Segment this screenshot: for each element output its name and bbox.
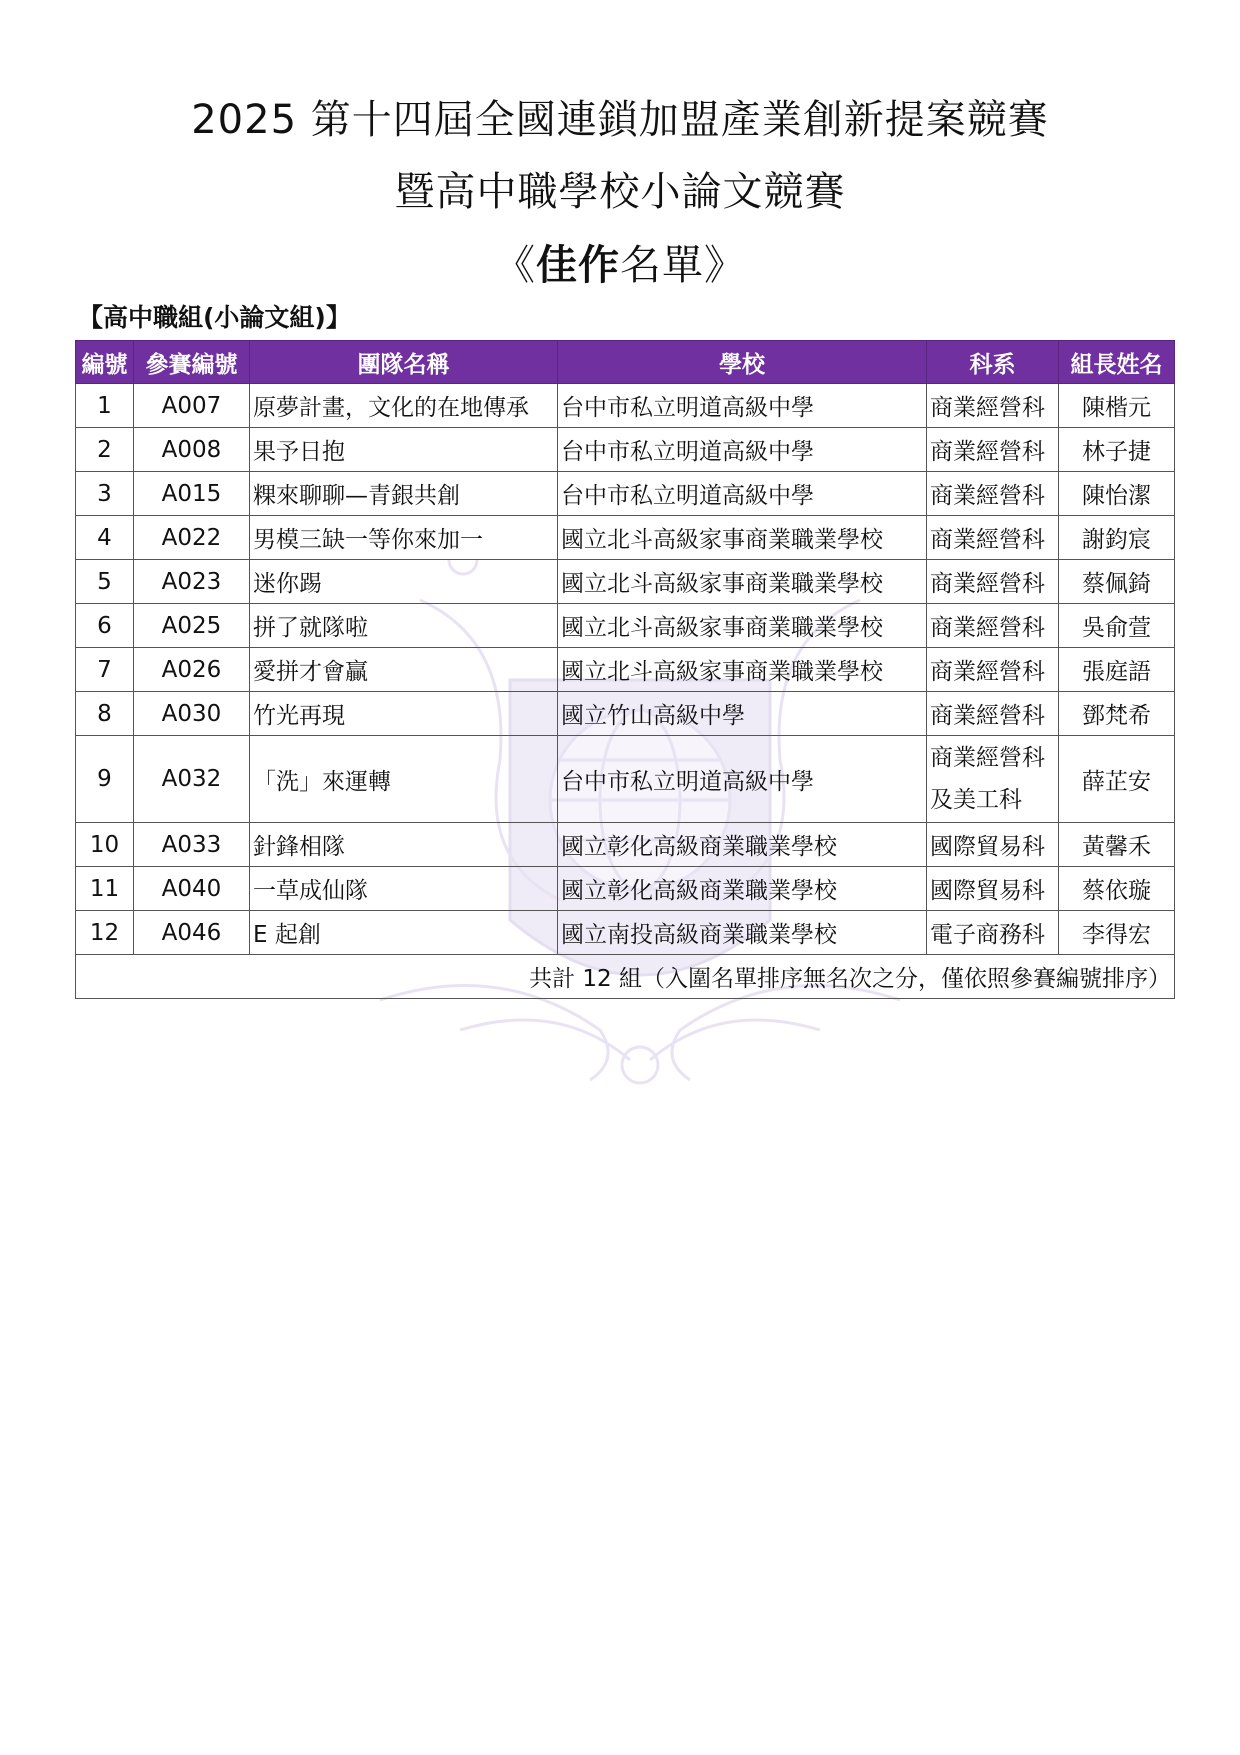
school-name: 台中市私立明道高級中學	[558, 428, 927, 472]
list-title-open-bracket: 《	[494, 241, 536, 289]
entry-code: A023	[134, 560, 250, 604]
department: 商業經營科	[927, 472, 1059, 516]
entry-code: A026	[134, 648, 250, 692]
table-row	[76, 428, 1175, 472]
document-subtitle: 暨高中職學校小論文競賽	[394, 169, 846, 215]
table-row	[76, 384, 1175, 428]
leader-name: 陳楷元	[1059, 384, 1175, 428]
school-name: 國立北斗高級家事商業職業學校	[558, 516, 927, 560]
list-title	[0, 232, 1240, 291]
entry-code: A032	[134, 736, 250, 823]
department: 商業經營科	[927, 428, 1059, 472]
row-number: 12	[76, 911, 134, 955]
section-label: 【高中職組(小論文組)】	[78, 303, 351, 332]
column-header: 科系	[927, 341, 1059, 384]
entry-code: A007	[134, 384, 250, 428]
team-name: 針鋒相隊	[250, 823, 558, 867]
leader-name: 鄧梵希	[1059, 692, 1175, 736]
department: 電子商務科	[927, 911, 1059, 955]
team-name: 拼了就隊啦	[250, 604, 558, 648]
entry-code: A030	[134, 692, 250, 736]
row-number: 3	[76, 472, 134, 516]
table-row	[76, 911, 1175, 955]
leader-name: 薛芷安	[1059, 736, 1175, 823]
table-footer-row	[76, 955, 1175, 999]
column-header: 編號	[76, 341, 134, 384]
school-name: 國立北斗高級家事商業職業學校	[558, 560, 927, 604]
department: 商業經營科	[927, 648, 1059, 692]
department: 商業經營科 及美工科	[927, 736, 1059, 823]
school-name: 台中市私立明道高級中學	[558, 472, 927, 516]
leader-name: 陳怡潔	[1059, 472, 1175, 516]
team-name: 竹光再現	[250, 692, 558, 736]
results-table	[75, 340, 1175, 999]
column-header: 團隊名稱	[250, 341, 558, 384]
department: 國際貿易科	[927, 823, 1059, 867]
table-row	[76, 823, 1175, 867]
school-name: 台中市私立明道高級中學	[558, 384, 927, 428]
row-number: 8	[76, 692, 134, 736]
table-row	[76, 604, 1175, 648]
leader-name: 林子捷	[1059, 428, 1175, 472]
row-number: 2	[76, 428, 134, 472]
entry-code: A046	[134, 911, 250, 955]
leader-name: 吳俞萱	[1059, 604, 1175, 648]
entry-code: A008	[134, 428, 250, 472]
list-title-bold: 佳作	[536, 241, 620, 289]
table-row	[76, 736, 1175, 823]
row-number: 11	[76, 867, 134, 911]
leader-name: 李得宏	[1059, 911, 1175, 955]
team-name: E 起創	[250, 911, 558, 955]
table-row	[76, 472, 1175, 516]
column-header: 參賽編號	[134, 341, 250, 384]
leader-name: 黃馨禾	[1059, 823, 1175, 867]
leader-name: 張庭語	[1059, 648, 1175, 692]
leader-name: 蔡佩錡	[1059, 560, 1175, 604]
team-name: 男模三缺一等你來加一	[250, 516, 558, 560]
team-name: 果予日抱	[250, 428, 558, 472]
row-number: 1	[76, 384, 134, 428]
column-header: 學校	[558, 341, 927, 384]
team-name: 迷你踢	[250, 560, 558, 604]
school-name: 國立北斗高級家事商業職業學校	[558, 648, 927, 692]
table-row	[76, 867, 1175, 911]
total-count-note: 共計 12 組（入圍名單排序無名次之分，僅依照參賽編號排序）	[76, 955, 1175, 999]
column-header: 組長姓名	[1059, 341, 1175, 384]
entry-code: A025	[134, 604, 250, 648]
entry-code: A015	[134, 472, 250, 516]
table-header-row	[76, 341, 1175, 384]
team-name: 一草成仙隊	[250, 867, 558, 911]
school-name: 國立彰化高級商業職業學校	[558, 867, 927, 911]
leader-name: 謝鈞宸	[1059, 516, 1175, 560]
department: 商業經營科	[927, 692, 1059, 736]
document-title: 2025 第十四屆全國連鎖加盟產業創新提案競賽	[191, 97, 1049, 143]
leader-name: 蔡依璇	[1059, 867, 1175, 911]
department: 商業經營科	[927, 560, 1059, 604]
row-number: 5	[76, 560, 134, 604]
school-name: 台中市私立明道高級中學	[558, 736, 927, 823]
school-name: 國立南投高級商業職業學校	[558, 911, 927, 955]
table-row	[76, 516, 1175, 560]
team-name: 粿來聊聊—青銀共創	[250, 472, 558, 516]
school-name: 國立北斗高級家事商業職業學校	[558, 604, 927, 648]
department: 國際貿易科	[927, 867, 1059, 911]
entry-code: A040	[134, 867, 250, 911]
school-name: 國立彰化高級商業職業學校	[558, 823, 927, 867]
entry-code: A022	[134, 516, 250, 560]
entry-code: A033	[134, 823, 250, 867]
table-row	[76, 692, 1175, 736]
department: 商業經營科	[927, 516, 1059, 560]
team-name: 愛拼才會贏	[250, 648, 558, 692]
table-row	[76, 560, 1175, 604]
department: 商業經營科	[927, 384, 1059, 428]
row-number: 10	[76, 823, 134, 867]
row-number: 6	[76, 604, 134, 648]
row-number: 7	[76, 648, 134, 692]
team-name: 原夢計畫，文化的在地傳承	[250, 384, 558, 428]
team-name: 「洗」來運轉	[250, 736, 558, 823]
row-number: 9	[76, 736, 134, 823]
list-title-rest: 名單》	[620, 241, 746, 289]
school-name: 國立竹山高級中學	[558, 692, 927, 736]
table-row	[76, 648, 1175, 692]
row-number: 4	[76, 516, 134, 560]
department: 商業經營科	[927, 604, 1059, 648]
